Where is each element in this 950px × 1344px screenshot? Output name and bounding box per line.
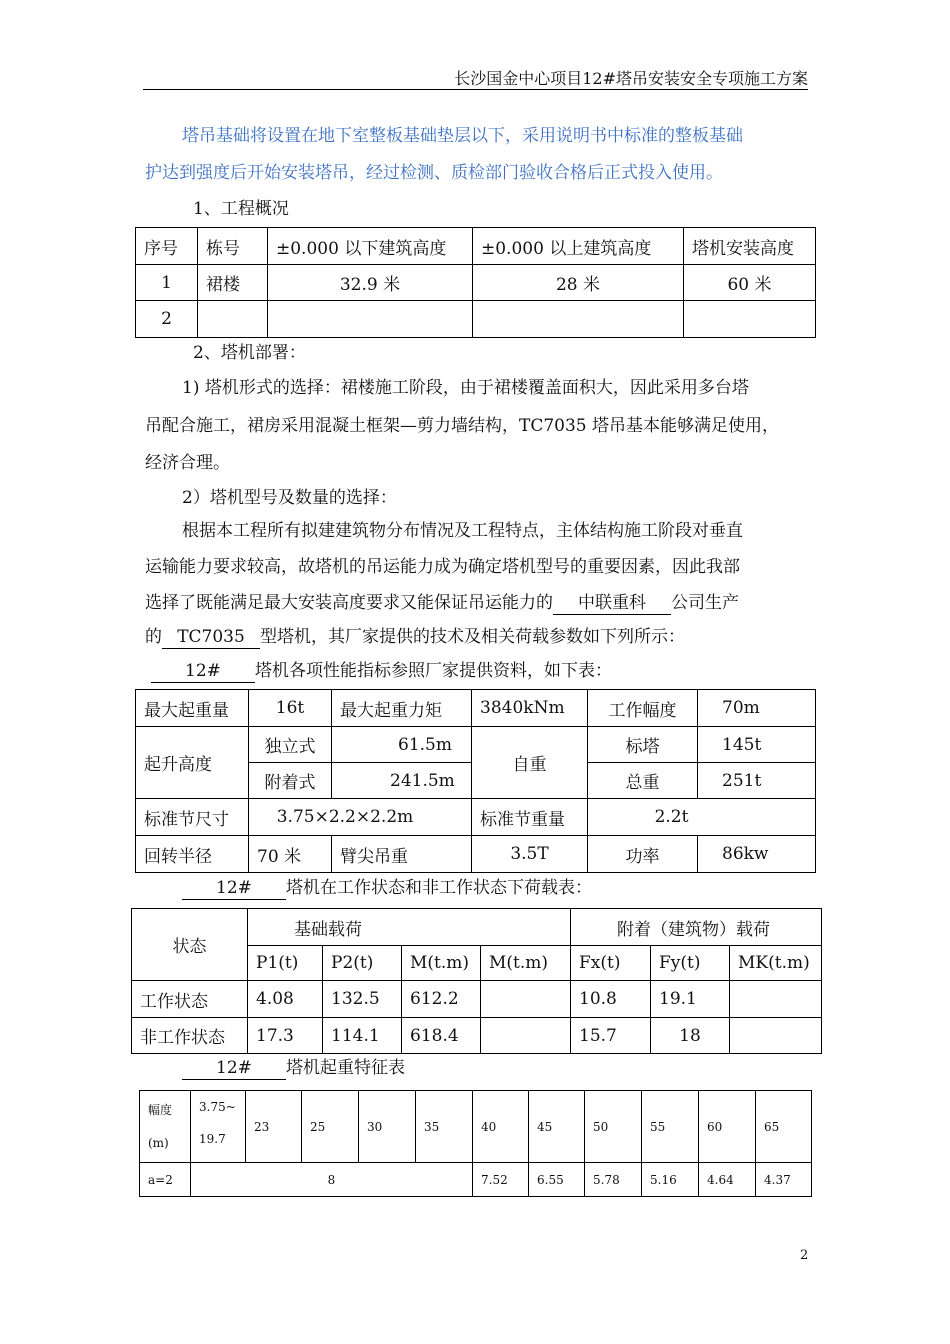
- table-cell: 4.64: [699, 1163, 756, 1197]
- table-cell: 132.5: [323, 981, 402, 1018]
- table-cell: 裙楼: [198, 265, 268, 301]
- first-range-2: 19.7: [199, 1132, 226, 1147]
- p1-line-1: 1) 塔机形式的选择：裙楼施工阶段，由于裙楼覆盖面积大，因此采用多台塔: [182, 378, 749, 398]
- table-row: [136, 836, 816, 873]
- header-cell: ±0.000 以下建筑高度: [268, 228, 473, 265]
- table-cell: [191, 1091, 246, 1163]
- crane-number: 12#: [182, 1059, 286, 1080]
- first-range-1: 3.75~: [199, 1100, 236, 1114]
- table-cell: 3.5T: [472, 836, 588, 873]
- crane-number: 12#: [182, 879, 286, 900]
- table-row: [140, 1091, 812, 1163]
- p3-line-2: 运输能力要求较高，故塔机的吊运能力成为确定塔机型号的重要因素，因此我部: [145, 557, 740, 577]
- table-cell: 非工作状态: [132, 1018, 248, 1054]
- lift-caption-text: 塔机起重特征表: [286, 1058, 405, 1078]
- document-header-title: 长沙国金中心项目12#塔吊安装安全专项施工方案: [454, 69, 808, 88]
- table-cell: 10.8: [571, 981, 651, 1018]
- table-cell: 40: [473, 1091, 529, 1163]
- table-row: [132, 1018, 822, 1054]
- table-cell: 4.08: [248, 981, 323, 1018]
- table-cell: 6.55: [529, 1163, 585, 1197]
- load-table: [131, 908, 822, 1054]
- table-cell: Fy(t): [651, 946, 730, 981]
- table-cell: 241.5m: [332, 763, 472, 799]
- table-cell: 标塔: [588, 727, 698, 763]
- table-cell: 618.4: [402, 1018, 481, 1054]
- table-cell: 114.1: [323, 1018, 402, 1054]
- table-cell: 附着式: [249, 763, 332, 799]
- load-caption: [182, 879, 592, 900]
- header-cell: 栋号: [198, 228, 268, 265]
- table-cell: 25: [302, 1091, 359, 1163]
- section-1-title: 1、工程概况: [193, 199, 289, 219]
- table-cell: 总重: [588, 763, 698, 799]
- table-cell: 回转半径: [136, 836, 249, 873]
- overview-table: [135, 227, 816, 338]
- table-cell: 60 米: [684, 265, 816, 301]
- perf-caption-text: 塔机各项性能指标参照厂家提供资料，如下表：: [255, 661, 612, 681]
- table-cell: 30: [359, 1091, 416, 1163]
- model-field: TC7035: [162, 628, 260, 649]
- table-row: [136, 228, 816, 265]
- p1-line-2: 吊配合施工，裙房采用混凝土框架—剪力墙结构，TC7035 塔吊基本能够满足使用，: [145, 416, 780, 436]
- table-cell: 55: [642, 1091, 699, 1163]
- table-cell: 612.2: [402, 981, 481, 1018]
- table-cell: 45: [529, 1091, 585, 1163]
- table-cell: 最大起重量: [136, 690, 249, 727]
- table-cell: 18: [651, 1018, 730, 1054]
- table-cell: 标准节尺寸: [136, 799, 249, 836]
- table-cell: [473, 301, 684, 338]
- table-cell: 1: [136, 265, 198, 301]
- p1-line-3: 经济合理。: [145, 453, 230, 473]
- table-cell: [268, 301, 473, 338]
- table-cell: 工作状态: [132, 981, 248, 1018]
- table-row: [136, 301, 816, 338]
- p3-line-3: [145, 594, 739, 615]
- table-cell: [730, 1018, 822, 1054]
- table-row: [136, 727, 816, 763]
- manufacturer-field: 中联重科: [553, 594, 671, 615]
- table-cell: 功率: [588, 836, 698, 873]
- table-cell: 16t: [249, 690, 332, 727]
- table-cell: 基础载荷: [248, 909, 571, 946]
- table-cell: 65: [756, 1091, 812, 1163]
- intro-line-1: 塔吊基础将设置在地下室整板基础垫层以下，采用说明书中标准的整板基础: [182, 126, 743, 146]
- table-cell: [481, 981, 571, 1018]
- table-cell: 50: [585, 1091, 642, 1163]
- table-cell: 86kw: [698, 836, 816, 873]
- table-cell: M(t.m): [402, 946, 481, 981]
- table-cell: [481, 1018, 571, 1054]
- table-cell: Fx(t): [571, 946, 651, 981]
- header-cell: 塔机安装高度: [684, 228, 816, 265]
- crane-number: 12#: [151, 662, 255, 683]
- p2-title: 2）塔机型号及数量的选择：: [182, 488, 397, 508]
- table-cell: 最大起重力矩: [332, 690, 472, 727]
- table-cell: 5.16: [642, 1163, 699, 1197]
- table-cell: 5.78: [585, 1163, 642, 1197]
- section-2-title: 2、塔机部署：: [193, 343, 306, 363]
- table-cell: P1(t): [248, 946, 323, 981]
- table-cell: 独立式: [249, 727, 332, 763]
- lift-caption: [182, 1059, 405, 1080]
- performance-table: [135, 689, 816, 873]
- p3-line-3-post: 公司生产: [671, 593, 739, 613]
- table-cell: 15.7: [571, 1018, 651, 1054]
- table-cell: 起升高度: [136, 727, 249, 799]
- table-cell: 3840kNm: [472, 690, 588, 727]
- p3-line-4-post: 型塔机，其厂家提供的技术及相关荷载参数如下列所示：: [260, 627, 685, 647]
- intro-line-2: 护达到强度后开始安装塔吊，经过检测、质检部门验收合格后正式投入使用。: [145, 163, 723, 183]
- table-cell: 28 米: [473, 265, 684, 301]
- table-cell: 8: [191, 1163, 473, 1197]
- table-cell: 60: [699, 1091, 756, 1163]
- range-label-2: (m): [148, 1135, 169, 1150]
- table-cell: [684, 301, 816, 338]
- table-cell: 4.37: [756, 1163, 812, 1197]
- table-cell: 17.3: [248, 1018, 323, 1054]
- table-cell: M(t.m): [481, 946, 571, 981]
- header-divider: [143, 89, 808, 90]
- p3-line-4: [145, 628, 685, 649]
- table-cell: 工作幅度: [588, 690, 698, 727]
- table-cell: a=2: [140, 1163, 191, 1197]
- table-row: [136, 265, 816, 301]
- load-caption-text: 塔机在工作状态和非工作状态下荷载表：: [286, 878, 592, 898]
- table-cell: [198, 301, 268, 338]
- table-cell: 19.1: [651, 981, 730, 1018]
- table-cell: 附着（建筑物）载荷: [571, 909, 822, 946]
- header-cell: 序号: [136, 228, 198, 265]
- table-cell: 2.2t: [588, 799, 816, 836]
- table-cell: 自重: [472, 727, 588, 799]
- p3-line-1: 根据本工程所有拟建建筑物分布情况及工程特点，主体结构施工阶段对垂直: [182, 521, 743, 541]
- p3-line-4-pre: 的: [145, 627, 162, 647]
- table-cell: 70m: [698, 690, 816, 727]
- table-cell: 标准节重量: [472, 799, 588, 836]
- table-cell: [140, 1091, 191, 1163]
- table-row: [140, 1163, 812, 1197]
- table-row: [136, 690, 816, 727]
- table-cell: [730, 981, 822, 1018]
- table-cell: P2(t): [323, 946, 402, 981]
- table-cell: 23: [246, 1091, 302, 1163]
- page-number: 2: [800, 1248, 809, 1263]
- table-cell: 32.9 米: [268, 265, 473, 301]
- table-cell: 145t: [698, 727, 816, 763]
- table-cell: 臂尖吊重: [332, 836, 472, 873]
- table-row: [136, 799, 816, 836]
- table-cell: 7.52: [473, 1163, 529, 1197]
- lift-table: [139, 1090, 812, 1197]
- table-cell: 状态: [132, 909, 248, 981]
- table-cell: 251t: [698, 763, 816, 799]
- table-cell: MK(t.m): [730, 946, 822, 981]
- table-cell: 3.75×2.2×2.2m: [249, 799, 472, 836]
- p3-line-3-pre: 选择了既能满足最大安装高度要求又能保证吊运能力的: [145, 593, 553, 613]
- table-cell: 61.5m: [332, 727, 472, 763]
- perf-caption: [151, 662, 612, 683]
- table-row: [132, 909, 822, 946]
- range-label-1: 幅度: [148, 1103, 173, 1118]
- table-cell: 35: [416, 1091, 473, 1163]
- table-cell: 70 米: [249, 836, 332, 873]
- table-row: [132, 981, 822, 1018]
- table-cell: 2: [136, 301, 198, 338]
- header-cell: ±0.000 以上建筑高度: [473, 228, 684, 265]
